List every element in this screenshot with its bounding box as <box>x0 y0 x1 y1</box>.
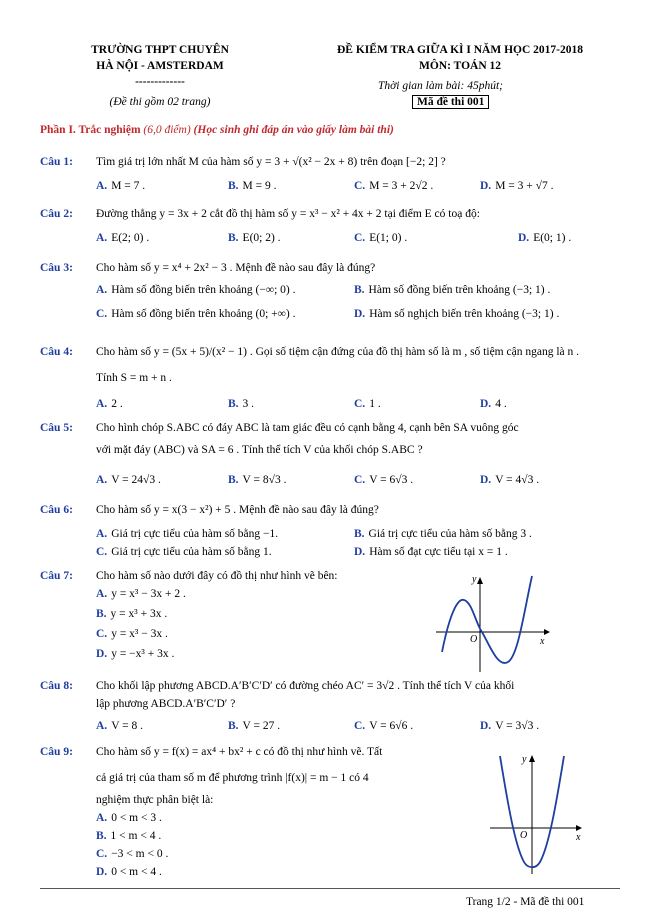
q9-option-a[interactable] <box>96 812 162 824</box>
question-label: Câu 8: <box>40 680 73 692</box>
q7-option-c[interactable] <box>96 628 168 640</box>
exam-code-box <box>412 96 489 108</box>
q8-option-c[interactable] <box>354 720 413 732</box>
option-letter: B. <box>228 474 239 486</box>
question-9-text2: cả giá trị của tham số m để phương trình |f(x)| = m − 1 có 4 <box>96 772 369 784</box>
q4-option-a[interactable] <box>96 398 123 410</box>
question-5-text2: với mặt đáy (ABC) và SA = 6 . Tính thể tích V của khối chóp S.ABC ? <box>96 444 423 456</box>
option-text: Hàm số đồng biến trên khoảng (−∞; 0) . <box>111 284 296 296</box>
option-letter: A. <box>96 180 108 192</box>
question-3-text: Cho hàm số y = x⁴ + 2x² − 3 . Mệnh đề nào sau đây là đúng? <box>96 262 376 274</box>
option-text: Hàm số đạt cực tiểu tại x = 1 . <box>369 546 508 558</box>
option-text: y = x³ − 3x . <box>111 628 168 640</box>
option-letter: A. <box>96 474 108 486</box>
option-letter: C. <box>96 546 108 558</box>
question-9 <box>40 746 73 758</box>
q2-option-d[interactable] <box>518 232 571 244</box>
question-label: Câu 5: <box>40 422 73 434</box>
y-axis-arrow <box>477 577 483 584</box>
q3-option-b[interactable] <box>354 284 550 296</box>
q1-option-d[interactable] <box>480 180 553 192</box>
question-5-text: Cho hình chóp S.ABC có đáy ABC là tam giác đều có cạnh bằng 4, cạnh bên SA vuông góc <box>96 422 519 434</box>
option-letter: A. <box>96 232 108 244</box>
option-letter: A. <box>96 588 108 600</box>
exam-code: Mã đề thi 001 <box>412 95 489 109</box>
y-label: y <box>522 754 527 765</box>
option-letter: B. <box>96 608 107 620</box>
option-letter: B. <box>354 528 365 540</box>
q2-option-c[interactable] <box>354 232 407 244</box>
option-text: M = 3 + 2√2 . <box>369 180 434 192</box>
question-7-text: Cho hàm số nào dưới đây có đồ thị như hình vẽ bên: <box>96 570 338 582</box>
option-text: Giá trị cực tiểu của hàm số bằng 1. <box>111 546 272 558</box>
option-text: E(0; 2) . <box>242 232 281 244</box>
q1-option-c[interactable] <box>354 180 433 192</box>
option-text: E(0; 1) . <box>533 232 572 244</box>
option-letter: C. <box>354 398 366 410</box>
school-name-line2: HÀ NỘI - AMSTERDAM <box>96 60 224 72</box>
q6-option-a[interactable] <box>96 528 278 540</box>
option-text: Hàm số đồng biến trên khoảng (0; +∞) . <box>111 308 296 320</box>
q9-graph <box>488 752 588 876</box>
option-letter: D. <box>480 398 492 410</box>
option-text: V = 6√3 . <box>369 474 414 486</box>
y-axis-arrow <box>529 755 535 762</box>
option-text: M = 3 + √7 . <box>495 180 554 192</box>
question-label: Câu 6: <box>40 504 73 516</box>
option-letter: B. <box>96 830 107 842</box>
option-text: y = x³ + 3x . <box>110 608 168 620</box>
option-letter: A. <box>96 720 108 732</box>
option-letter: B. <box>228 180 239 192</box>
option-letter: C. <box>96 848 108 860</box>
option-letter: C. <box>354 232 366 244</box>
page-footer: Trang 1/2 - Mã đề thi 001 <box>466 896 585 908</box>
question-8-text: Cho khối lập phương ABCD.A′B′C′D′ có đường chéo AC′ = 3√2 . Tính thể tích V của khối <box>96 680 515 692</box>
question-label: Câu 3: <box>40 262 73 274</box>
option-text: V = 8 . <box>111 720 144 732</box>
option-letter: A. <box>96 284 108 296</box>
option-text: V = 27 . <box>242 720 281 732</box>
option-text: 0 < m < 4 . <box>111 866 162 878</box>
origin-label: O <box>520 830 528 841</box>
question-label: Câu 4: <box>40 346 73 358</box>
option-text: 3 . <box>242 398 255 410</box>
q2-option-a[interactable] <box>96 232 149 244</box>
option-letter: B. <box>228 398 239 410</box>
option-text: V = 24√3 . <box>111 474 161 486</box>
question-4-text2: Tính S = m + n . <box>96 372 172 384</box>
q7-option-b[interactable] <box>96 608 167 620</box>
question-8 <box>40 680 73 692</box>
pages-note: (Đề thi gồm 02 trang) <box>109 96 211 108</box>
option-text: M = 7 . <box>111 180 146 192</box>
q8-option-a[interactable] <box>96 720 143 732</box>
question-8-text2: lập phương ABCD.A′B′C′D′ ? <box>96 698 236 710</box>
q5-option-c[interactable] <box>354 474 413 486</box>
question-6 <box>40 504 73 516</box>
q8-option-d[interactable] <box>480 720 539 732</box>
option-letter: D. <box>518 232 530 244</box>
q6-option-b[interactable] <box>354 528 532 540</box>
q7-option-a[interactable] <box>96 588 186 600</box>
q5-option-d[interactable] <box>480 474 539 486</box>
option-letter: D. <box>96 866 108 878</box>
option-text: y = −x³ + 3x . <box>111 648 175 660</box>
option-letter: D. <box>354 308 366 320</box>
question-1 <box>40 156 73 168</box>
option-text: y = x³ − 3x + 2 . <box>111 588 186 600</box>
q9-option-d[interactable] <box>96 866 162 878</box>
question-2-text: Đường thẳng y = 3x + 2 cắt đồ thị hàm số y = x³ − x² + 4x + 2 tại điểm E có toạ độ: <box>96 208 480 220</box>
q3-option-a[interactable] <box>96 284 295 296</box>
q2-option-b[interactable] <box>228 232 281 244</box>
school-name-line1: TRƯỜNG THPT CHUYÊN <box>91 44 229 56</box>
option-text: 4 . <box>495 398 507 410</box>
question-1-text: Tìm giá trị lớn nhất M của hàm số y = 3 + √(x² − 2x + 8) trên đoạn [−2; 2] ? <box>96 156 446 168</box>
question-5 <box>40 422 73 434</box>
section-heading <box>40 124 394 136</box>
question-2 <box>40 208 73 220</box>
option-text: V = 6√6 . <box>369 720 414 732</box>
question-4-text: Cho hàm số y = (5x + 5)/(x² − 1) . Gọi số tiệm cận đứng của đồ thị hàm số là m , số tiệm cận ngang là n . <box>96 346 579 358</box>
x-label: x <box>576 832 581 843</box>
option-letter: B. <box>228 232 239 244</box>
option-letter: D. <box>480 180 492 192</box>
option-letter: D. <box>480 720 492 732</box>
question-4 <box>40 346 73 358</box>
q1-option-a[interactable] <box>96 180 145 192</box>
cubic-curve <box>442 576 532 663</box>
option-text: M = 9 . <box>242 180 277 192</box>
q3-option-d[interactable] <box>354 308 559 320</box>
section-points: (6,0 điểm) <box>143 124 191 136</box>
x-axis-arrow <box>544 629 550 635</box>
q6-option-c[interactable] <box>96 546 272 558</box>
exam-title: ĐỀ KIỂM TRA GIỮA KÌ I NĂM HỌC 2017-2018 <box>337 44 583 56</box>
question-label: Câu 1: <box>40 156 73 168</box>
question-label: Câu 7: <box>40 570 73 582</box>
section-title: Phần I. Trắc nghiệm <box>40 124 141 136</box>
q8-option-b[interactable] <box>228 720 280 732</box>
x-label: x <box>540 636 545 647</box>
question-9-text3: nghiệm thực phân biệt là: <box>96 794 214 806</box>
option-text: E(2; 0) . <box>111 232 150 244</box>
origin-label: O <box>470 634 478 645</box>
question-9-text: Cho hàm số y = f(x) = ax⁴ + bx² + c có đồ thị như hình vẽ. Tất <box>96 746 383 758</box>
q5-option-b[interactable] <box>228 474 286 486</box>
option-text: 0 < m < 3 . <box>111 812 162 824</box>
header-dashes: ------------- <box>135 76 185 88</box>
exam-time: Thời gian làm bài: 45phút; <box>378 80 503 92</box>
option-text: Hàm số nghịch biến trên khoảng (−3; 1) . <box>369 308 560 320</box>
option-text: −3 < m < 0 . <box>111 848 169 860</box>
q6-option-d[interactable] <box>354 546 508 558</box>
option-letter: B. <box>354 284 365 296</box>
option-letter: C. <box>354 474 366 486</box>
option-letter: C. <box>96 628 108 640</box>
option-text: Hàm số đồng biến trên khoảng (−3; 1) . <box>368 284 551 296</box>
q9-option-b[interactable] <box>96 830 161 842</box>
question-label: Câu 2: <box>40 208 73 220</box>
q7-option-d[interactable] <box>96 648 174 660</box>
option-text: E(1; 0) . <box>369 232 408 244</box>
option-letter: D. <box>480 474 492 486</box>
q4-option-c[interactable] <box>354 398 381 410</box>
q7-graph <box>432 572 552 676</box>
option-letter: C. <box>354 180 366 192</box>
option-text: 2 . <box>111 398 123 410</box>
y-label: y <box>472 574 477 585</box>
footer-divider <box>40 888 620 889</box>
q5-option-a[interactable] <box>96 474 161 486</box>
option-text: V = 8√3 . <box>242 474 287 486</box>
q9-option-c[interactable] <box>96 848 168 860</box>
section-note: (Học sinh ghi đáp án vào giấy làm bài thi) <box>193 124 394 136</box>
option-text: V = 3√3 . <box>495 720 540 732</box>
option-letter: A. <box>96 398 108 410</box>
option-letter: A. <box>96 812 108 824</box>
option-letter: A. <box>96 528 108 540</box>
q4-option-b[interactable] <box>228 398 254 410</box>
q3-option-c[interactable] <box>96 308 295 320</box>
x-axis-arrow <box>576 825 582 831</box>
option-letter: D. <box>96 648 108 660</box>
option-text: 1 . <box>369 398 381 410</box>
option-letter: C. <box>96 308 108 320</box>
option-letter: C. <box>354 720 366 732</box>
option-letter: D. <box>354 546 366 558</box>
question-label: Câu 9: <box>40 746 73 758</box>
subject: MÔN: TOÁN 12 <box>419 60 501 72</box>
option-text: Giá trị cực tiểu của hàm số bằng 3 . <box>368 528 532 540</box>
option-text: Giá trị cực tiểu của hàm số bằng −1. <box>111 528 279 540</box>
question-3 <box>40 262 73 274</box>
question-6-text: Cho hàm số y = x(3 − x²) + 5 . Mệnh đề nào sau đây là đúng? <box>96 504 379 516</box>
option-text: 1 < m < 4 . <box>110 830 162 842</box>
question-7 <box>40 570 73 582</box>
option-text: V = 4√3 . <box>495 474 540 486</box>
q4-option-d[interactable] <box>480 398 507 410</box>
q1-option-b[interactable] <box>228 180 277 192</box>
option-letter: B. <box>228 720 239 732</box>
